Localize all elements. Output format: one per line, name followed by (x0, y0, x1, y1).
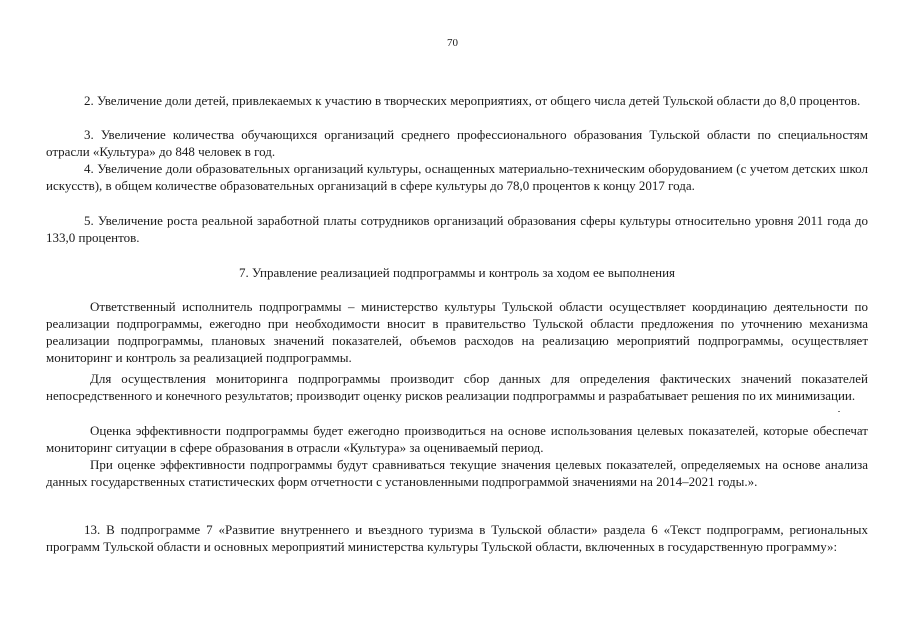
page-number: 70 (447, 37, 458, 49)
scan-speck (838, 411, 840, 412)
paragraph-indicator-comparison: При оценке эффективности подпрограммы будут сравниваться текущие значения целевых показателей, определяемых на основе анализа данных государственных статистических форм отчетности с установленными подпрограммой значениями на 2014–2021 годы.». (46, 457, 868, 489)
list-item-2: 2. Увеличение доли детей, привлекаемых к участию в творческих мероприятиях, от общего числа детей Тульской области до 8,0 процентов. (84, 93, 861, 108)
list-item-4: 4. Увеличение доли образовательных организаций культуры, оснащенных материально-техническим оборудованием (с учетом детских школ искусств), в общем количестве образовательных организаций в сфере культуры до 78,0 процентов к концу 2017 года. (46, 161, 868, 193)
paragraph-efficiency-evaluation: Оценка эффективности подпрограммы будет ежегодно производиться на основе использования целевых показателей, которые обеспечат мониторинг ситуации в сфере образования в отрасли «Культура» за оцениваемый период. (46, 423, 868, 455)
paragraph-monitoring: Для осуществления мониторинга подпрограммы производит сбор данных для определения фактических значений показателей непосредственного и конечного результатов; производит оценку рисков реализации подпрограммы и разрабатывает решения по их минимизации. (46, 371, 868, 403)
list-item-5: 5. Увеличение роста реальной заработной платы сотрудников организаций образования сферы культуры относительно уровня 2011 года до 133,0 процентов. (46, 213, 868, 245)
list-item-13: 13. В подпрограмме 7 «Развитие внутреннего и въездного туризма в Тульской области» раздела 6 «Текст подпрограмм, региональных программ Тульской области и основных мероприятий министерства культуры Тульской области, включенных в государственную программу»: (46, 522, 868, 554)
section-heading: 7. Управление реализацией подпрограммы и контроль за ходом ее выполнения (238, 265, 676, 280)
list-item-3: 3. Увеличение количества обучающихся организаций среднего профессионального образования Тульской области по специальностям отрасли «Культура» до 848 человек в год. (46, 127, 868, 159)
paragraph-responsible-executor: Ответственный исполнитель подпрограммы – министерство культуры Тульской области осуществляет координацию деятельности по реализации подпрограммы, ежегодно при необходимости вносит в правительство Тульской области предложения по уточнению механизма реализации подпрограммы, плановых значений показателей, объемов расходов на реализацию мероприятий подпрограммы, осуществляет мониторинг и контроль за реализацией подпрограммы. (46, 299, 868, 365)
